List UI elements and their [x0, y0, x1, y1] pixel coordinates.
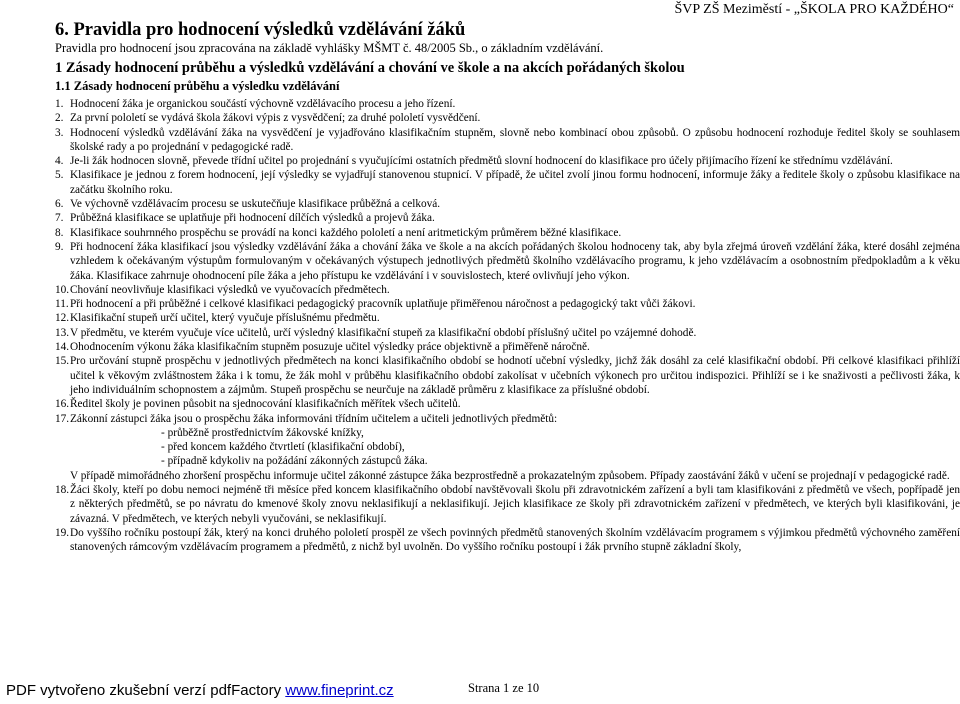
item-text: Do vyššího ročníku postoupí žák, který na konci druhého pololetí prospěl ze všech povinných předmětů stanovených školním vzdělávacím programem s výjimkou předmětů výchovného zaměření stanovených rámcovým vzdělávacím programem a předmětů, z nichž byl uvolněn. Do vyššího ročníku postoupí i žák prvního stupně základní školy, — [70, 526, 960, 554]
item-text: Hodnocení žáka je organickou součástí výchovně vzdělávacího procesu a jeho řízení. — [70, 98, 456, 110]
item-text: Žáci školy, kteří po dobu nemoci nejméně tři měsíce před koncem klasifikačního období navštěvovali školu při zdravotnickém zařízení a byli tam klasifikováni z předmětů ve všech, popřípadě jen z některých předmětů, se po návratu do kmenové školy znovu neklasifikují a neklasifikují. Jejich klasifikace ze školy při zdravotnickém zařízení v předmětech, ve kterých byli klasifikováni, je závazná. V předmětech, ve kterých nebyli vyučováni, se neklasifikují. — [70, 484, 960, 525]
list-item — [55, 340, 960, 354]
item-text: Klasifikace souhrnného prospěchu se provádí na konci každého pololetí a není aritmetickým průměrem běžné klasifikace. — [70, 226, 622, 239]
item-number: 7. — [55, 212, 64, 225]
item-number: 10. — [55, 283, 70, 296]
sublist-item: - průběžně prostřednictvím žákovské knížky, — [161, 426, 364, 439]
item-text: Ohodnocením výkonu žáka klasifikačním stupněm posuzuje učitel výsledky práce objektivně a přiměřeně náročně. — [70, 341, 590, 354]
item-number: 8. — [55, 226, 64, 239]
item-number: 5. — [55, 169, 64, 182]
item-number: 15. — [55, 355, 70, 368]
list-item — [55, 126, 960, 155]
list-item — [55, 154, 960, 168]
item-number: 18. — [55, 484, 70, 497]
section-title: 1 Zásady hodnocení průběhu a výsledků vzdělávání a chování ve škole a na akcích pořádaných školou — [55, 60, 685, 76]
list-item — [55, 397, 960, 411]
list-item — [55, 168, 960, 197]
pdf-footer-note — [6, 682, 394, 699]
item-text: Ředitel školy je povinen působit na sjednocování klasifikačních měřítek všech učitelů. — [70, 398, 461, 411]
subsection-title: 1.1 Zásady hodnocení průběhu a výsledku vzdělávání — [55, 79, 340, 93]
item-text: Pro určování stupně prospěchu v jednotlivých předmětech na konci klasifikačního období se hodnotí učební výsledky, jichž žák dosáhl za celé klasifikační období. Při celkové klasifikaci přihlíží učitel k věkovým zvláštnostem žáka i k tomu, že žák mohl v průběhu klasifikačního období zakolísat v učebních výkonech pro určitou indispozici. Přihlíží se i ke snaživosti a pečlivosti žáka, k jeho individuálním schopnostem a zájmům. Stupeň prospěchu se neurčuje na základě průměru z klasifikace za příslušné období. — [70, 355, 960, 396]
list-item — [55, 197, 960, 211]
item-number: 12. — [55, 312, 70, 325]
item-number: 13. — [55, 326, 70, 339]
list-item — [55, 240, 960, 283]
item-text: V předmětu, ve kterém vyučuje více učitelů, určí výsledný klasifikační stupeň za klasifikační období příslušný učitel po vzájemné dohodě. — [70, 326, 697, 339]
list-item — [55, 97, 960, 111]
list-item — [55, 526, 960, 555]
list-item — [55, 111, 960, 125]
item-text: Průběžná klasifikace se uplatňuje při hodnocení dílčích výsledků a projevů žáka. — [70, 212, 435, 225]
item-text: Za první pololetí se vydává škola žákovi výpis z vysvědčení; za druhé pololetí vysvědčení. — [70, 112, 481, 125]
sublist-item: - případně kdykoliv na požádání zákonných zástupců žáka. — [161, 455, 428, 468]
item-text: Klasifikace je jednou z forem hodnocení, její výsledky se vyjadřují stanovenou stupnicí. V případě, že učitel zvolí jinou formu hodnocení, informuje žáky a ředitele školy o způsobu klasifikace na začátku školního roku. — [70, 169, 960, 196]
item-number: 4. — [55, 155, 64, 168]
pdf-factory-link[interactable]: www.fineprint.cz — [285, 682, 394, 699]
list-item — [55, 354, 960, 397]
item-text: Při hodnocení a při průběžné i celkové klasifikaci pedagogický pracovník uplatňuje přiměřenou náročnost a pedagogický takt vůči žákovi. — [70, 298, 696, 311]
item-number: 16. — [55, 398, 70, 411]
page-subtitle: Pravidla pro hodnocení jsou zpracována na základě vyhlášky MŠMT č. 48/2005 Sb., o základním vzdělávání. — [55, 41, 604, 55]
sublist-item: - před koncem každého čtvrtletí (klasifikační období), — [161, 441, 405, 454]
list-item — [55, 483, 960, 526]
item-text: Při hodnocení žáka klasifikací jsou výsledky vzdělávání žáka a chování žáka ve škole a na akcích pořádaných školou hodnoceny tak, aby byla zřejmá úroveň vzdělání žáka, které dosáhl zejména vzhledem k očekávaným výstupům formulovaným v očekávaných výstupech jednotlivých předmětů školního vzdělávacího programu, k jeho vzdělávacím a osobnostním předpokladům a k věku žáka. Klasifikace zahrnuje ohodnocení píle žáka a jeho přístupu ke vzdělávání i v souvislostech, které ovlivňují jeho výkon. — [70, 240, 960, 282]
list-item — [55, 311, 960, 325]
item-number: 11. — [55, 298, 69, 311]
page-title: 6. Pravidla pro hodnocení výsledků vzdělávání žáků — [55, 20, 466, 40]
item-number: 6. — [55, 198, 64, 211]
item-text: Klasifikační stupeň určí učitel, který vyučuje příslušnému předmětu. — [70, 312, 380, 325]
list-item — [55, 326, 960, 340]
item-text: Zákonní zástupci žáka jsou o prospěchu žáka informováni třídním učitelem a učiteli jednotlivých předmětů: — [70, 412, 558, 425]
list-item — [55, 283, 960, 297]
item-number: 19. — [55, 526, 70, 539]
item-number: 9. — [55, 240, 64, 253]
list-item — [55, 297, 960, 311]
item-number: 1. — [55, 98, 64, 110]
school-header: ŠVP ZŠ Meziměstí - „ŠKOLA PRO KAŽDÉHO“ — [674, 2, 954, 17]
item-text: Je-li žák hodnocen slovně, převede třídní učitel po projednání s vyučujícími ostatních předmětů slovní hodnocení do klasifikace pro účely přijímacího řízení ke střednímu vzdělávání. — [70, 155, 893, 168]
item-text: Hodnocení výsledků vzdělávání žáka na vysvědčení je vyjadřováno klasifikačním stupněm, slovně nebo kombinací obou způsobů. O způsobu hodnocení rozhoduje ředitel školy se souhlasem školské rady a po projednání v pedagogické radě. — [70, 126, 960, 153]
item-number: 17. — [55, 412, 70, 425]
pdf-note-text: PDF vytvořeno zkušební verzí pdfFactory — [6, 682, 282, 699]
list-item — [55, 412, 960, 426]
rules-list — [55, 97, 960, 555]
information-channels-list — [55, 426, 960, 469]
paragraph: V případě mimořádného zhoršení prospěchu informuje učitel zákonné zástupce žáka bezprostředně a prokazatelným způsobem. Případy zaostávání žáků v učení se projednají v pedagogické radě. — [70, 469, 950, 482]
item-number: 2. — [55, 112, 64, 125]
item-text: Chování neovlivňuje klasifikaci výsledků ve vyučovacích předmětech. — [70, 283, 390, 296]
page-number: Strana 1 ze 10 — [468, 681, 540, 695]
list-item — [55, 211, 960, 225]
item-number: 3. — [55, 126, 64, 139]
item-text: Ve výchovně vzdělávacím procesu se uskutečňuje klasifikace průběžná a celková. — [70, 198, 441, 211]
item-number: 14. — [55, 341, 70, 354]
list-item — [55, 226, 960, 240]
